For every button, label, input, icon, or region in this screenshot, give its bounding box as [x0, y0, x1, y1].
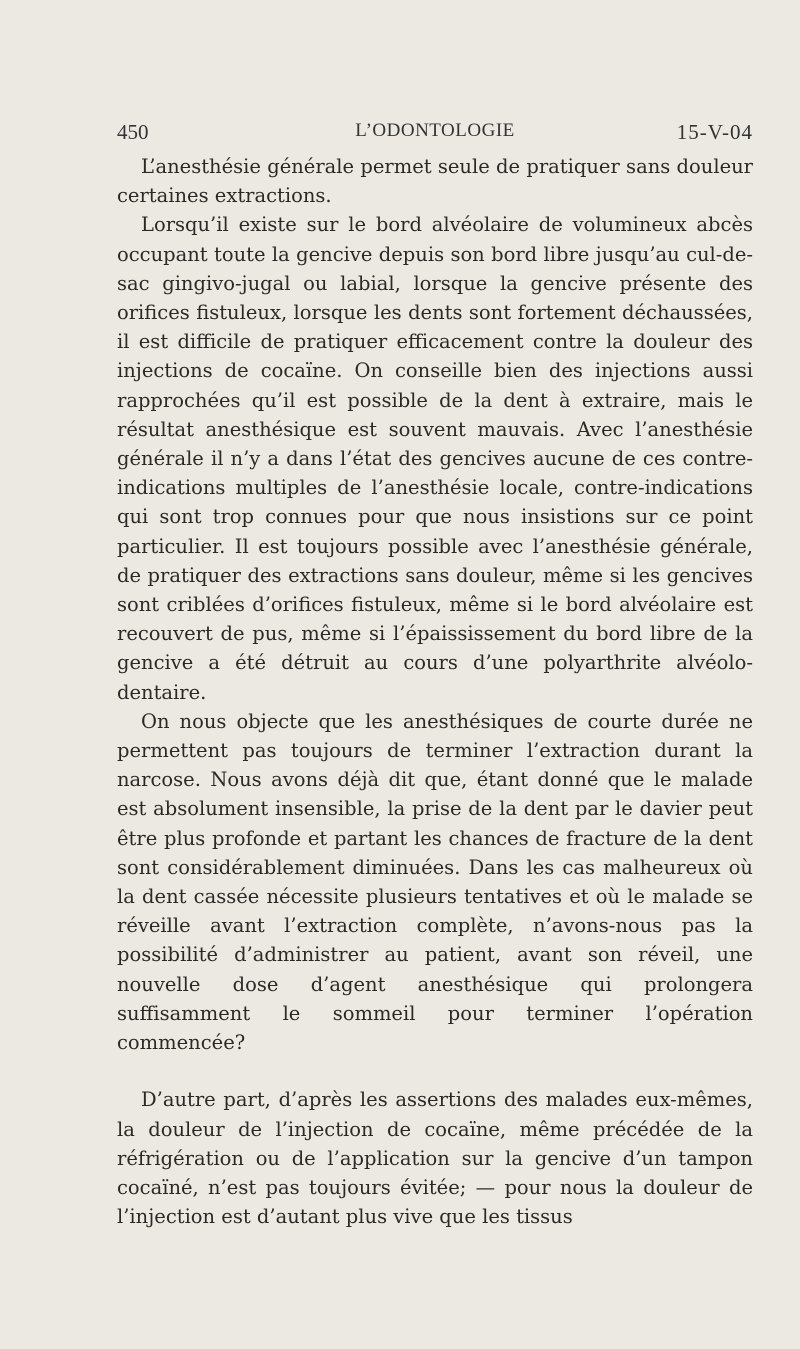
paragraph: Lorsqu’il existe sur le bord alvéolaire de volumineux abcès occupant toute la gencive depuis son bord libre jusqu’au cul-de-sac gingivo-jugal ou labial, lorsque la gencive présente des orifices fistuleux, lorsque les dents sont fortement déchaussées, il est difficile de pratiquer efficacement contre la douleur des injections de cocaïne. On conseille bien des injections aussi rapprochées qu’il est possible de la dent à extraire, mais le résultat anesthésique est souvent mauvais. Avec l’anesthésie générale il n’y a dans l’état des gencives aucune de ces contre-indications multiples de l’anesthésie locale, contre-indications qui sont trop connues pour que nous insistions sur ce point particulier. Il est toujours possible avec l’anesthésie générale, de pratiquer des extractions sans douleur, même si les gencives sont criblées d’orifices fistuleux, même si le bord alvéolaire est recouvert de pus, même si l’épaississement du bord libre de la gencive a été détruit au cours d’une polyarthrite alvéolo-dentaire. [117, 213, 753, 704]
paragraph: On nous objecte que les anesthésiques de courte durée ne permettent pas toujours de terminer l’extraction durant la narcose. Nous avons déjà dit que, étant donné que le malade est absolument insensible, la prise de la dent par le davier peut être plus profonde et partant les chances de fracture de la dent sont considérablement diminuées. Dans les cas malheureux où la dent cassée nécessite plusieurs tentatives et où le malade se réveille avant l’extraction complète, n’avons-nous pas la possibilité d’administrer au patient, avant son réveil, une nouvelle dose d’agent anesthésique qui prolongera suffisamment le sommeil pour terminer l’opération commencée? [117, 709, 753, 1055]
page-number: 450 [117, 120, 149, 144]
running-title: L’ODONTOLOGIE [355, 120, 515, 141]
running-header [117, 120, 753, 148]
issue-date: 15-V-04 [676, 120, 753, 144]
paragraph: D’autre part, d’après les assertions des malades eux-mêmes, la douleur de l’injection de cocaïne, même précédée de la réfrigération ou de l’application sur la gencive d’un tampon cocaïné, n’est pas toujours évitée; — pour nous la douleur de l’injection est d’autant plus vive que les tissus [117, 1088, 753, 1229]
body-text [117, 152, 753, 1231]
paragraph: L’anesthésie générale permet seule de pratiquer sans douleur certaines extractions. [117, 155, 753, 208]
